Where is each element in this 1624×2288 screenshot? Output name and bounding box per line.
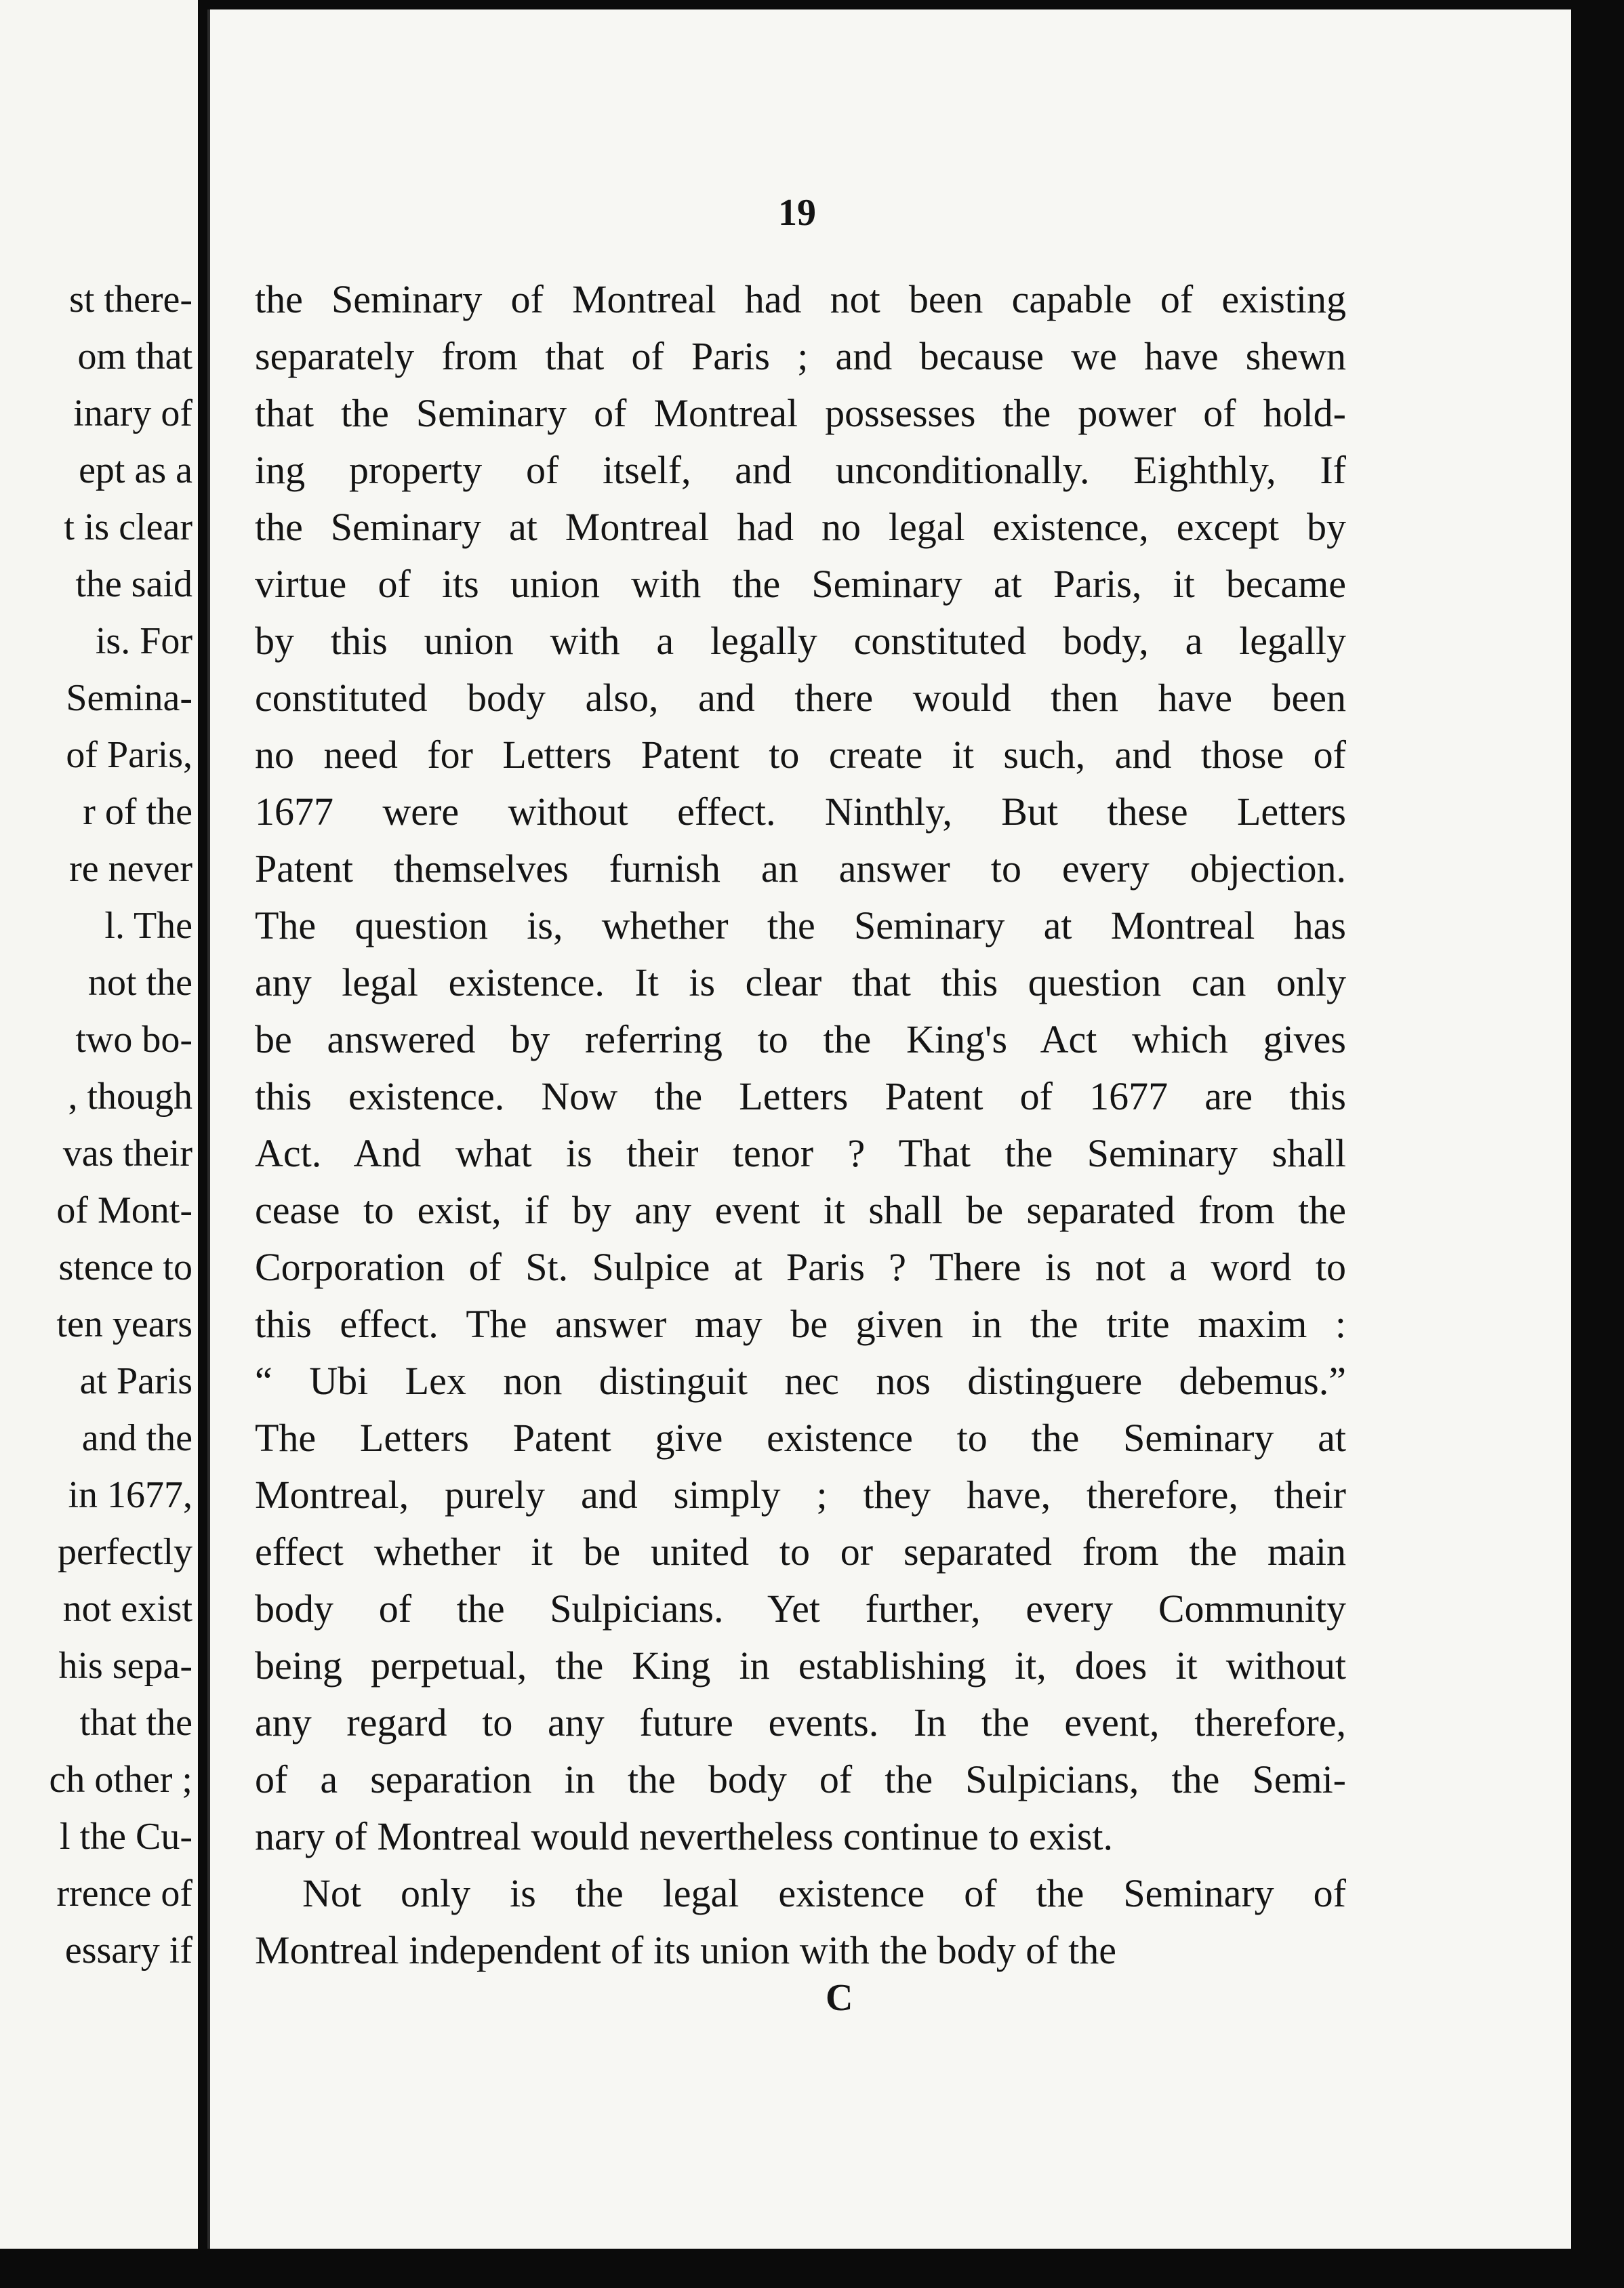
body-line: 1677 were without effect. Ninthly, But these Letters: [255, 790, 1346, 834]
body-line: Montreal independent of its union with the body of the: [255, 1928, 1116, 1972]
body-line: Patent themselves furnish an answer to every objection.: [255, 846, 1346, 891]
left-page-line: l the Cu-: [60, 1816, 192, 1858]
body-line: cease to exist, if by any event it shall be separated from the: [255, 1188, 1346, 1232]
left-page-line: ept as a: [79, 449, 192, 491]
body-line: of a separation in the body of the Sulpicians, the Semi-: [255, 1757, 1346, 1801]
page-edge-shadow: [1571, 0, 1586, 2288]
body-line: virtue of its union with the Seminary at Paris, it became: [255, 562, 1346, 606]
body-text: [255, 271, 1346, 1979]
left-page-line: perfectly: [58, 1531, 192, 1573]
left-page-line: at Paris: [79, 1360, 192, 1402]
left-page-line: om that: [77, 335, 192, 377]
left-page-line: of Mont-: [56, 1189, 192, 1231]
left-page-line: r of the: [83, 791, 192, 833]
body-line: nary of Montreal would nevertheless continue to exist.: [255, 1814, 1114, 1858]
left-page-line: his sepa-: [58, 1645, 192, 1687]
left-page-line: not the: [88, 962, 192, 1004]
page-number: 19: [778, 192, 816, 234]
body-line: the Seminary at Montreal had no legal existence, except by: [255, 505, 1346, 549]
left-page-line: st there-: [69, 279, 192, 321]
left-page-line: t is clear: [64, 506, 192, 548]
left-page-line: vas their: [62, 1132, 192, 1174]
body-line: this existence. Now the Letters Patent of 1677 are this: [255, 1074, 1346, 1118]
body-line: effect whether it be united to or separated from the main: [255, 1530, 1346, 1574]
body-line: any regard to any future events. In the event, therefore,: [255, 1700, 1346, 1744]
body-line: The Letters Patent give existence to the Seminary at: [255, 1416, 1346, 1460]
left-page-line: stence to: [58, 1246, 192, 1288]
body-line: Act. And what is their tenor ? That the Seminary shall: [255, 1131, 1346, 1175]
left-page-line: inary of: [73, 392, 192, 434]
body-line: Montreal, purely and simply ; they have, therefore, their: [255, 1473, 1346, 1517]
left-page-line: that the: [79, 1702, 192, 1744]
left-page-line: ten years: [56, 1303, 192, 1345]
left-page-line: not exist: [62, 1588, 192, 1630]
body-line: being perpetual, the King in establishing it, does it without: [255, 1643, 1346, 1688]
left-page-fragment: [0, 0, 198, 2249]
left-page-line: in 1677,: [68, 1474, 192, 1516]
body-line: The question is, whether the Seminary at Montreal has: [255, 903, 1346, 947]
left-page-line: two bo-: [75, 1019, 192, 1061]
body-line: by this union with a legally constituted body, a legally: [255, 619, 1346, 663]
body-line: “ Ubi Lex non distinguit nec nos distinguere debemus.”: [255, 1359, 1346, 1403]
left-page-line: is. For: [95, 620, 192, 662]
left-page-line: , though: [68, 1076, 192, 1118]
left-page-line: l. The: [104, 905, 192, 947]
left-page-line: essary if: [64, 1929, 192, 1972]
body-line: be answered by referring to the King's Act which gives: [255, 1017, 1346, 1061]
body-line: no need for Letters Patent to create it such, and those of: [255, 733, 1346, 777]
left-page-line: Semina-: [66, 677, 192, 719]
body-line: Not only is the legal existence of the Seminary of: [302, 1871, 1346, 1915]
body-line: body of the Sulpicians. Yet further, every Community: [255, 1587, 1346, 1631]
left-page-line: and the: [81, 1417, 192, 1459]
left-page-line: rrence of: [56, 1873, 192, 1915]
left-page-line: of Paris,: [66, 734, 192, 776]
body-line: ing property of itself, and unconditionally. Eighthly, If: [255, 448, 1346, 492]
left-page-line: ch other ;: [49, 1759, 192, 1801]
body-line: separately from that of Paris ; and because we have shewn: [255, 334, 1346, 378]
left-page-line: re never: [69, 848, 192, 890]
body-line: constituted body also, and there would then have been: [255, 676, 1346, 720]
body-line: Corporation of St. Sulpice at Paris ? There is not a word to: [255, 1245, 1346, 1289]
body-line: this effect. The answer may be given in the trite maxim :: [255, 1302, 1346, 1346]
signature-mark: C: [826, 1977, 853, 2019]
left-page-line: the said: [75, 563, 192, 605]
body-line: that the Seminary of Montreal possesses the power of hold-: [255, 391, 1346, 435]
body-line: any legal existence. It is clear that this question can only: [255, 960, 1346, 1004]
body-line: the Seminary of Montreal had not been capable of existing: [255, 277, 1346, 321]
